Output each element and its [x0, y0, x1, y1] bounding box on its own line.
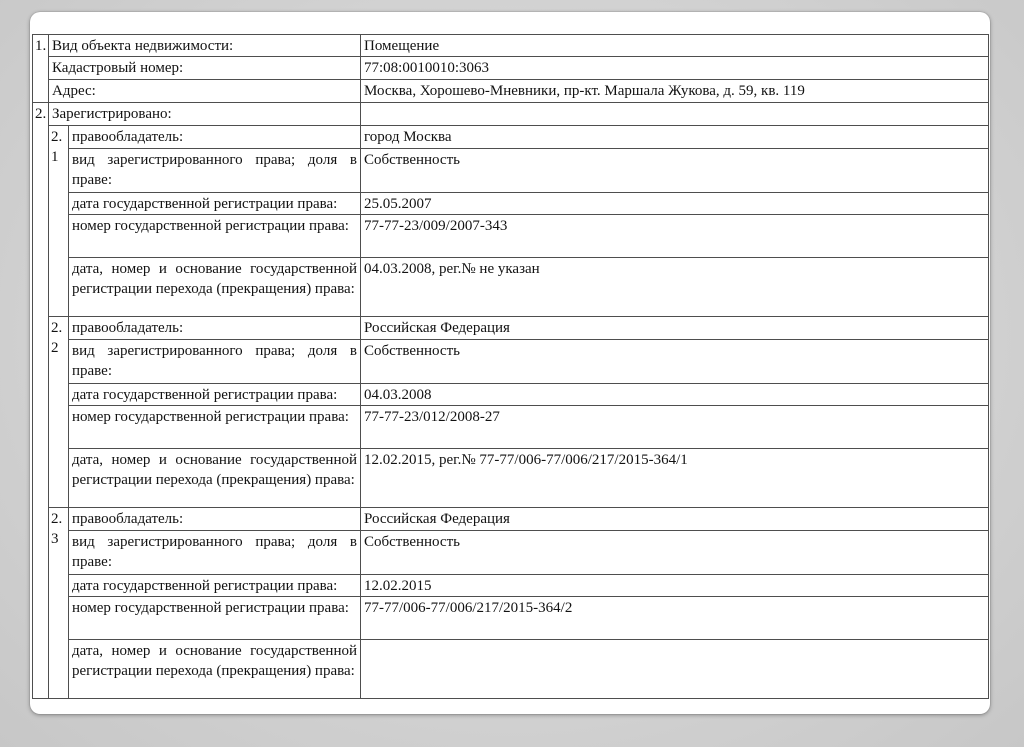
field-label: Адрес: — [49, 80, 361, 103]
table-row — [33, 258, 989, 317]
field-label: дата государственной регистрации права: — [69, 575, 361, 597]
field-value: Собственность — [361, 340, 989, 384]
field-label: вид зарегистрированного права; доля в праве: — [69, 531, 361, 575]
field-value: Собственность — [361, 149, 989, 193]
table-row — [33, 80, 989, 103]
table-row — [33, 384, 989, 406]
field-label: дата, номер и основание государственной регистрации перехода (прекращения) права: — [69, 449, 361, 508]
field-label: вид зарегистрированного права; доля в праве: — [69, 149, 361, 193]
field-label: вид зарегистрированного права; доля в праве: — [69, 340, 361, 384]
field-value: 12.02.2015, рег.№ 77-77/006-77/006/217/2015-364/1 — [361, 449, 989, 508]
field-value: Москва, Хорошево-Мневники, пр-кт. Маршала Жукова, д. 59, кв. 119 — [361, 80, 989, 103]
table-row — [33, 126, 989, 149]
field-value: 25.05.2007 — [361, 193, 989, 215]
field-label: правообладатель: — [69, 317, 361, 340]
field-value: город Москва — [361, 126, 989, 149]
table-row — [33, 449, 989, 508]
field-value: 77-77-23/012/2008-27 — [361, 406, 989, 449]
field-value: Собственность — [361, 531, 989, 575]
field-value — [361, 640, 989, 699]
table-row — [33, 508, 989, 531]
field-value: Российская Федерация — [361, 317, 989, 340]
field-value: 77-77/006-77/006/217/2015-364/2 — [361, 597, 989, 640]
table-row — [33, 149, 989, 193]
table-row — [33, 340, 989, 384]
field-value — [361, 103, 989, 126]
field-value: 77-77-23/009/2007-343 — [361, 215, 989, 258]
entry-number-cell: 2.1 — [49, 126, 69, 317]
table-row — [33, 575, 989, 597]
table-row — [33, 35, 989, 57]
field-label: дата, номер и основание государственной регистрации перехода (прекращения) права: — [69, 258, 361, 317]
table-row — [33, 406, 989, 449]
table-row — [33, 215, 989, 258]
field-value: Помещение — [361, 35, 989, 57]
field-label: номер государственной регистрации права: — [69, 215, 361, 258]
field-label: Зарегистрировано: — [49, 103, 361, 126]
table-row — [33, 193, 989, 215]
section-number-cell: 2. — [33, 103, 49, 699]
field-label: правообладатель: — [69, 126, 361, 149]
field-value: 04.03.2008, рег.№ не указан — [361, 258, 989, 317]
entry-number-cell: 2.2 — [49, 317, 69, 508]
field-label: номер государственной регистрации права: — [69, 406, 361, 449]
field-label: правообладатель: — [69, 508, 361, 531]
field-value: 04.03.2008 — [361, 384, 989, 406]
field-label: номер государственной регистрации права: — [69, 597, 361, 640]
table-row — [33, 317, 989, 340]
field-label: дата государственной регистрации права: — [69, 193, 361, 215]
field-value: 12.02.2015 — [361, 575, 989, 597]
field-label: Кадастровый номер: — [49, 57, 361, 80]
property-registration-table — [32, 34, 989, 699]
field-value: 77:08:0010010:3063 — [361, 57, 989, 80]
section-number-cell: 1. — [33, 35, 49, 103]
table-row — [33, 531, 989, 575]
table-row — [33, 103, 989, 126]
document-page — [30, 12, 990, 714]
table-row — [33, 597, 989, 640]
field-label: дата, номер и основание государственной регистрации перехода (прекращения) права: — [69, 640, 361, 699]
table-row — [33, 57, 989, 80]
table-row — [33, 640, 989, 699]
field-label: Вид объекта недвижимости: — [49, 35, 361, 57]
field-value: Российская Федерация — [361, 508, 989, 531]
field-label: дата государственной регистрации права: — [69, 384, 361, 406]
entry-number-cell: 2.3 — [49, 508, 69, 699]
